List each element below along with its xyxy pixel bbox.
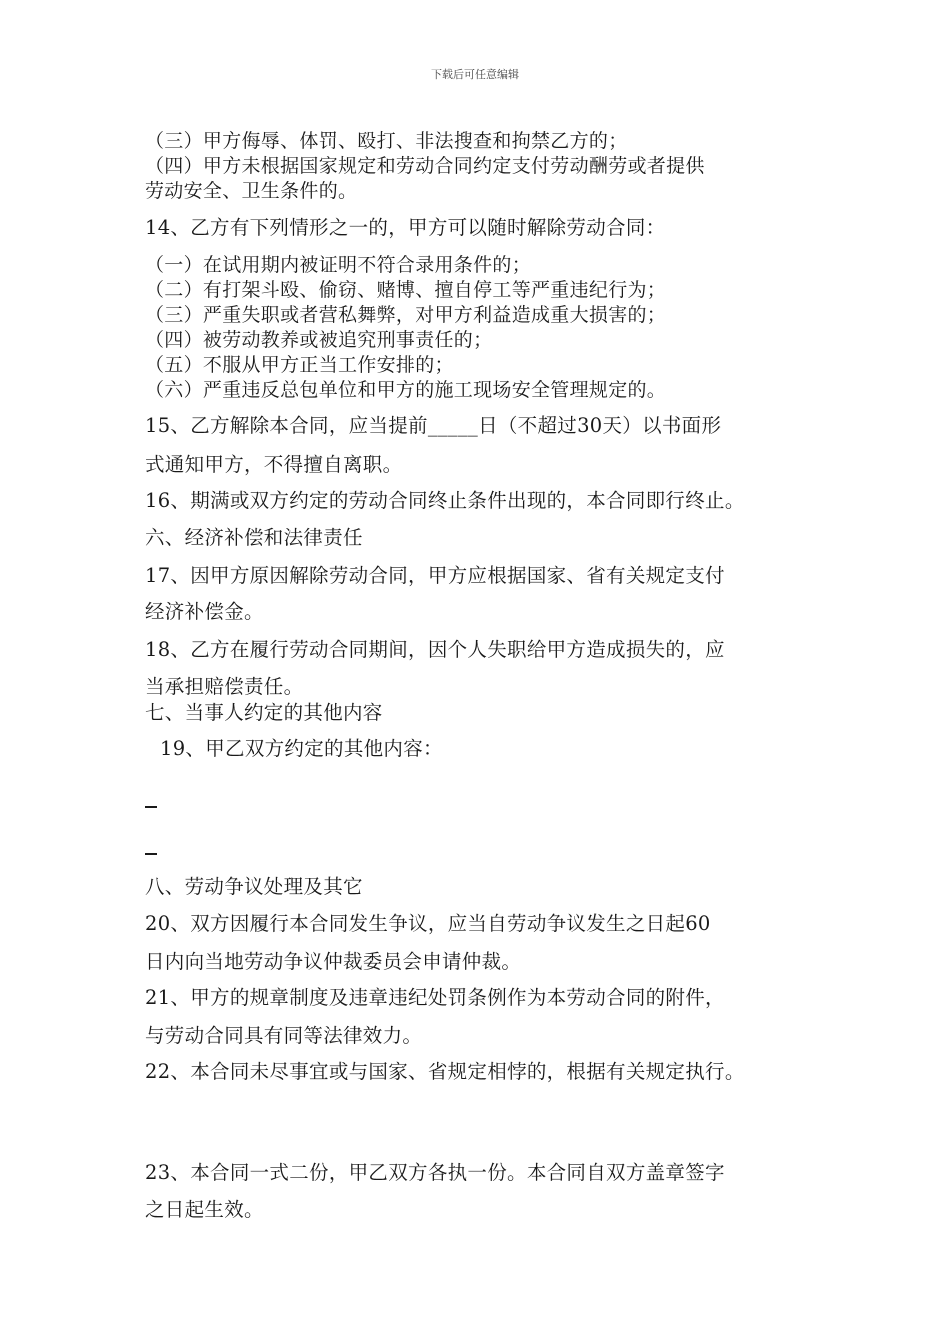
clause-14-item-4: （四）被劳动教养或被追究刑事责任的；: [145, 329, 493, 351]
clause-15-cont: 式通知甲方，不得擅自离职。: [145, 453, 403, 476]
clause-13-item-4-cont: 劳动安全、卫生条件的。: [145, 180, 358, 202]
clause-17: 17、因甲方原因解除劳动合同，甲方应根据国家、省有关规定支付: [145, 564, 725, 587]
clause-19: 19、甲乙双方约定的其他内容：: [160, 737, 443, 760]
blank-line-1: [145, 806, 157, 808]
clause-20: 20、双方因履行本合同发生争议，应当自劳动争议发生之日起60: [145, 912, 711, 935]
clause-20-cont: 日内向当地劳动争议仲裁委员会申请仲裁。: [145, 950, 522, 973]
clause-14-item-1: （一）在试用期内被证明不符合录用条件的；: [145, 254, 532, 276]
section-6-heading: 六、经济补偿和法律责任: [145, 526, 363, 549]
clause-23: 23、本合同一式二份，甲乙双方各执一份。本合同自双方盖章签字: [145, 1161, 725, 1184]
section-7-heading: 七、当事人约定的其他内容: [145, 701, 383, 724]
clause-21: 21、甲方的规章制度及违章违纪处罚条例作为本劳动合同的附件，: [145, 986, 725, 1009]
clause-17-cont: 经济补偿金。: [145, 600, 264, 623]
clause-14-item-6: （六）严重违反总包单位和甲方的施工现场安全管理规定的。: [145, 379, 667, 401]
clause-14-item-2: （二）有打架斗殴、偷窃、赌博、擅自停工等严重违纪行为；: [145, 279, 667, 301]
clause-14-item-3: （三）严重失职或者营私舞弊，对甲方利益造成重大损害的；: [145, 304, 667, 326]
clause-13-item-4: （四）甲方未根据国家规定和劳动合同约定支付劳动酬劳或者提供: [145, 155, 705, 177]
clause-21-cont: 与劳动合同具有同等法律效力。: [145, 1024, 423, 1047]
blank-line-2: [145, 853, 157, 855]
clause-18-cont: 当承担赔偿责任。: [145, 675, 304, 698]
clause-15: 15、乙方解除本合同，应当提前_____日（不超过30天）以书面形: [145, 414, 722, 437]
clause-14-item-5: （五）不服从甲方正当工作安排的；: [145, 354, 454, 376]
section-8-heading: 八、劳动争议处理及其它: [145, 875, 363, 898]
clause-23-cont: 之日起生效。: [145, 1198, 264, 1221]
clause-16: 16、期满或双方约定的劳动合同终止条件出现的，本合同即行终止。: [145, 489, 745, 512]
clause-13-item-3: （三）甲方侮辱、体罚、殴打、非法搜查和拘禁乙方的；: [145, 130, 628, 152]
clause-22: 22、本合同未尽事宜或与国家、省规定相悖的，根据有关规定执行。: [145, 1060, 745, 1083]
clause-18: 18、乙方在履行劳动合同期间，因个人失职给甲方造成损失的，应: [145, 638, 725, 661]
page-header: 下载后可任意编辑: [431, 68, 519, 81]
clause-14-title: 14、乙方有下列情形之一的，甲方可以随时解除劳动合同：: [145, 216, 666, 239]
